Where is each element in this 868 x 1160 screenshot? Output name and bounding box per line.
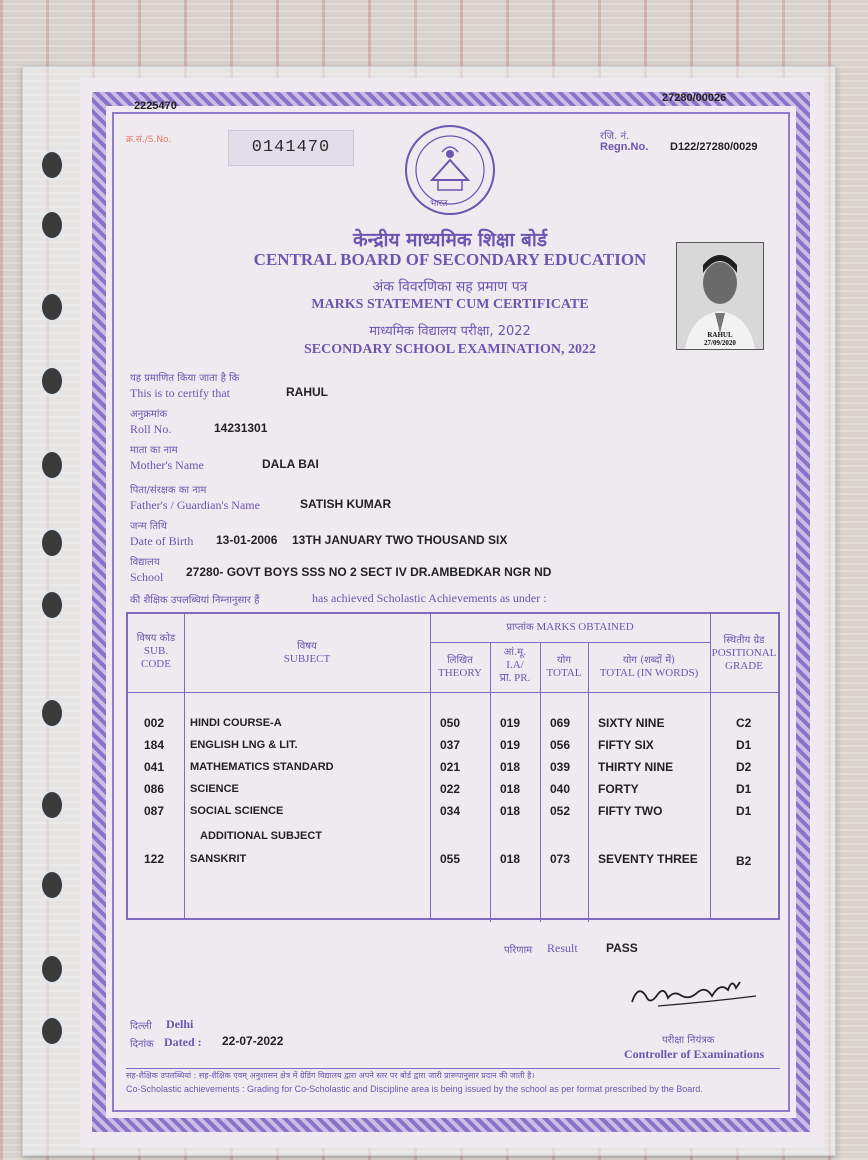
emblem-text: भारत bbox=[430, 199, 448, 209]
cell-theory: 021 bbox=[440, 760, 461, 774]
cell-total: 040 bbox=[550, 782, 571, 796]
cell-total: 073 bbox=[550, 852, 571, 866]
school-name: 27280- GOVT BOYS SSS NO 2 SECT IV DR.AMBEDKAR NGR ND bbox=[186, 565, 552, 579]
h-total-en: TOTAL bbox=[546, 667, 582, 679]
cell-words: SEVENTY THREE bbox=[598, 852, 698, 866]
place-hi: दिल्ली bbox=[130, 1021, 152, 1032]
cell-subject: MATHEMATICS STANDARD bbox=[190, 761, 334, 773]
cell-subject: SANSKRIT bbox=[190, 853, 247, 865]
regn-label-en: Regn.No. bbox=[600, 141, 649, 153]
cell-code: 087 bbox=[144, 804, 165, 818]
cell-subject: SOCIAL SCIENCE bbox=[190, 805, 284, 817]
school-label-hi: विद्यालय bbox=[130, 557, 160, 568]
result-label-hi: परिणाम bbox=[504, 945, 533, 956]
mother-name: DALA BAI bbox=[262, 457, 319, 471]
dated-label-hi: दिनांक bbox=[130, 1039, 154, 1050]
cell-total: 039 bbox=[550, 760, 571, 774]
h-marks-en: MARKS OBTAINED bbox=[536, 621, 634, 633]
h-code-en2: CODE bbox=[141, 658, 171, 670]
achieved-label-en: has achieved Scholastic Achievements as under : bbox=[312, 591, 547, 605]
mother-label-en: Mother's Name bbox=[130, 458, 204, 472]
cell-words: THIRTY NINE bbox=[598, 760, 674, 774]
h-theory-en: THEORY bbox=[438, 667, 482, 679]
photo-caption-name: RAHUL bbox=[707, 331, 733, 339]
h-words-hi: योग (शब्दों में) bbox=[622, 655, 676, 666]
roll-label-en: Roll No. bbox=[130, 422, 172, 436]
dob-label-hi: जन्म तिथि bbox=[130, 521, 168, 532]
cell-ia: 018 bbox=[500, 782, 521, 796]
cell-code: 086 bbox=[144, 782, 165, 796]
cell-ia: 018 bbox=[500, 760, 521, 774]
cell-words: FIFTY SIX bbox=[598, 738, 654, 752]
school-label-en: School bbox=[130, 570, 164, 584]
h-theory-hi: लिखित bbox=[447, 655, 473, 666]
controller-signature-icon bbox=[628, 976, 760, 1014]
h-marks-hi: प्राप्तांक bbox=[506, 622, 534, 633]
h-code-hi: विषय कोड bbox=[136, 633, 176, 644]
doc-title-hi: अंक विवरणिका सह प्रमाण पत्र bbox=[372, 279, 528, 295]
dated-label-en: Dated : bbox=[164, 1035, 202, 1049]
student-name: RAHUL bbox=[286, 385, 328, 399]
cell-theory: 037 bbox=[440, 738, 461, 752]
h-total-hi: योग bbox=[556, 655, 572, 666]
dob-label-en: Date of Birth bbox=[130, 534, 194, 548]
regn-number: D122/27280/0029 bbox=[670, 141, 758, 153]
roll-label-hi: अनुक्रमांक bbox=[130, 409, 168, 420]
cell-total: 069 bbox=[550, 716, 571, 730]
photo-caption-date: 27/09/2020 bbox=[704, 339, 736, 347]
cell-grade: C2 bbox=[736, 716, 752, 730]
exam-en: SECONDARY SCHOOL EXAMINATION, 2022 bbox=[304, 342, 596, 357]
h-ia-hi: आं.मू. bbox=[503, 647, 527, 658]
cbse-emblem-icon bbox=[402, 124, 498, 220]
cell-grade: D1 bbox=[736, 804, 752, 818]
cell-code: 002 bbox=[144, 716, 165, 730]
father-label-hi: पिता/संरक्षक का नाम bbox=[130, 485, 207, 496]
serial-label: क्र.सं./S.No. bbox=[126, 135, 172, 145]
cell-ia: 018 bbox=[500, 852, 521, 866]
certify-label-en: This is to certify that bbox=[130, 386, 230, 400]
cell-ia: 019 bbox=[500, 716, 521, 730]
cell-grade: D2 bbox=[736, 760, 752, 774]
h-ia-hi2: प्रा. PR. bbox=[499, 672, 531, 684]
cell-theory: 055 bbox=[440, 852, 461, 866]
issue-date: 22-07-2022 bbox=[222, 1034, 284, 1048]
dob-words: 13TH JANUARY TWO THOUSAND SIX bbox=[292, 533, 508, 547]
marks-table bbox=[126, 612, 780, 920]
cell-ia: 019 bbox=[500, 738, 521, 752]
cell-words: FIFTY TWO bbox=[598, 804, 663, 818]
cell-code: 041 bbox=[144, 760, 165, 774]
h-words-en: TOTAL (IN WORDS) bbox=[599, 667, 699, 679]
mother-label-hi: माता का नाम bbox=[130, 445, 178, 456]
additional-subject-label: ADDITIONAL SUBJECT bbox=[200, 830, 323, 842]
doc-title-en: MARKS STATEMENT CUM CERTIFICATE bbox=[311, 297, 589, 312]
roll-number: 14231301 bbox=[214, 421, 268, 435]
coscholastic-note-en: Co-Scholastic achievements : Grading for Co-Scholastic and Discipline area is being issued by the school as per format prescribed by the Board. bbox=[126, 1084, 703, 1094]
cell-theory: 022 bbox=[440, 782, 461, 796]
cell-subject: SCIENCE bbox=[190, 783, 239, 795]
father-label-en: Father's / Guardian's Name bbox=[130, 498, 260, 512]
certify-label-hi: यह प्रमाणित किया जाता है कि bbox=[130, 373, 240, 384]
coscholastic-note-hi: सह-शैक्षिक उपलब्धियां : सह-शैक्षिक एवम् अनुशासन क्षेत्र में ग्रेडिंग विद्यालय द्वारा अपने स्तर पर बोर्ड द्वारा जारी प्रारूपानुसार प्रदान की जाती है। bbox=[126, 1071, 535, 1080]
cell-total: 056 bbox=[550, 738, 571, 752]
cell-theory: 050 bbox=[440, 716, 461, 730]
student-photo bbox=[676, 242, 764, 350]
top-left-number: 2225470 bbox=[134, 100, 177, 112]
h-subject-hi: विषय bbox=[297, 641, 317, 652]
serial-number: 0141470 bbox=[228, 130, 354, 166]
cell-total: 052 bbox=[550, 804, 571, 818]
cell-subject: ENGLISH LNG & LIT. bbox=[190, 739, 298, 751]
controller-label-en: Controller of Examinations bbox=[624, 1047, 765, 1061]
h-subject-en: SUBJECT bbox=[283, 653, 331, 665]
cell-code: 184 bbox=[144, 738, 165, 752]
cell-grade: D1 bbox=[736, 738, 752, 752]
result-label-en: Result bbox=[547, 941, 578, 955]
h-grade-en1: POSITIONAL bbox=[711, 647, 777, 659]
cell-ia: 018 bbox=[500, 804, 521, 818]
binder-holes bbox=[40, 150, 66, 1050]
board-name-en: CENTRAL BOARD OF SECONDARY EDUCATION bbox=[253, 250, 647, 269]
cell-grade: D1 bbox=[736, 782, 752, 796]
place-en: Delhi bbox=[166, 1017, 194, 1031]
regn-label-hi: रजि. नं. bbox=[600, 131, 630, 142]
exam-hi: माध्यमिक विद्यालय परीक्षा, 2022 bbox=[369, 324, 531, 339]
controller-label-hi: परीक्षा नियंत्रक bbox=[662, 1035, 715, 1046]
h-ia-en: I.A/ bbox=[506, 659, 524, 671]
cell-code: 122 bbox=[144, 852, 165, 866]
cell-subject: HINDI COURSE-A bbox=[190, 717, 282, 729]
result-value: PASS bbox=[606, 941, 638, 955]
dob-value: 13-01-2006 bbox=[216, 533, 278, 547]
h-grade-en2: GRADE bbox=[725, 660, 763, 672]
father-name: SATISH KUMAR bbox=[300, 497, 392, 511]
cell-grade: B2 bbox=[736, 854, 752, 868]
cell-words: SIXTY NINE bbox=[598, 716, 665, 730]
h-grade-hi: स्थितीय ग्रेड bbox=[723, 635, 765, 646]
cell-words: FORTY bbox=[598, 782, 639, 796]
h-code-en1: SUB. bbox=[143, 645, 169, 657]
achieved-label-hi: की शैक्षिक उपलब्धियां निम्नानुसार हैं bbox=[130, 595, 260, 606]
board-name-hi: केन्द्रीय माध्यमिक शिक्षा बोर्ड bbox=[353, 229, 547, 251]
cell-theory: 034 bbox=[440, 804, 461, 818]
footer-divider bbox=[126, 1068, 780, 1069]
top-right-number: 27280/00026 bbox=[662, 92, 727, 104]
